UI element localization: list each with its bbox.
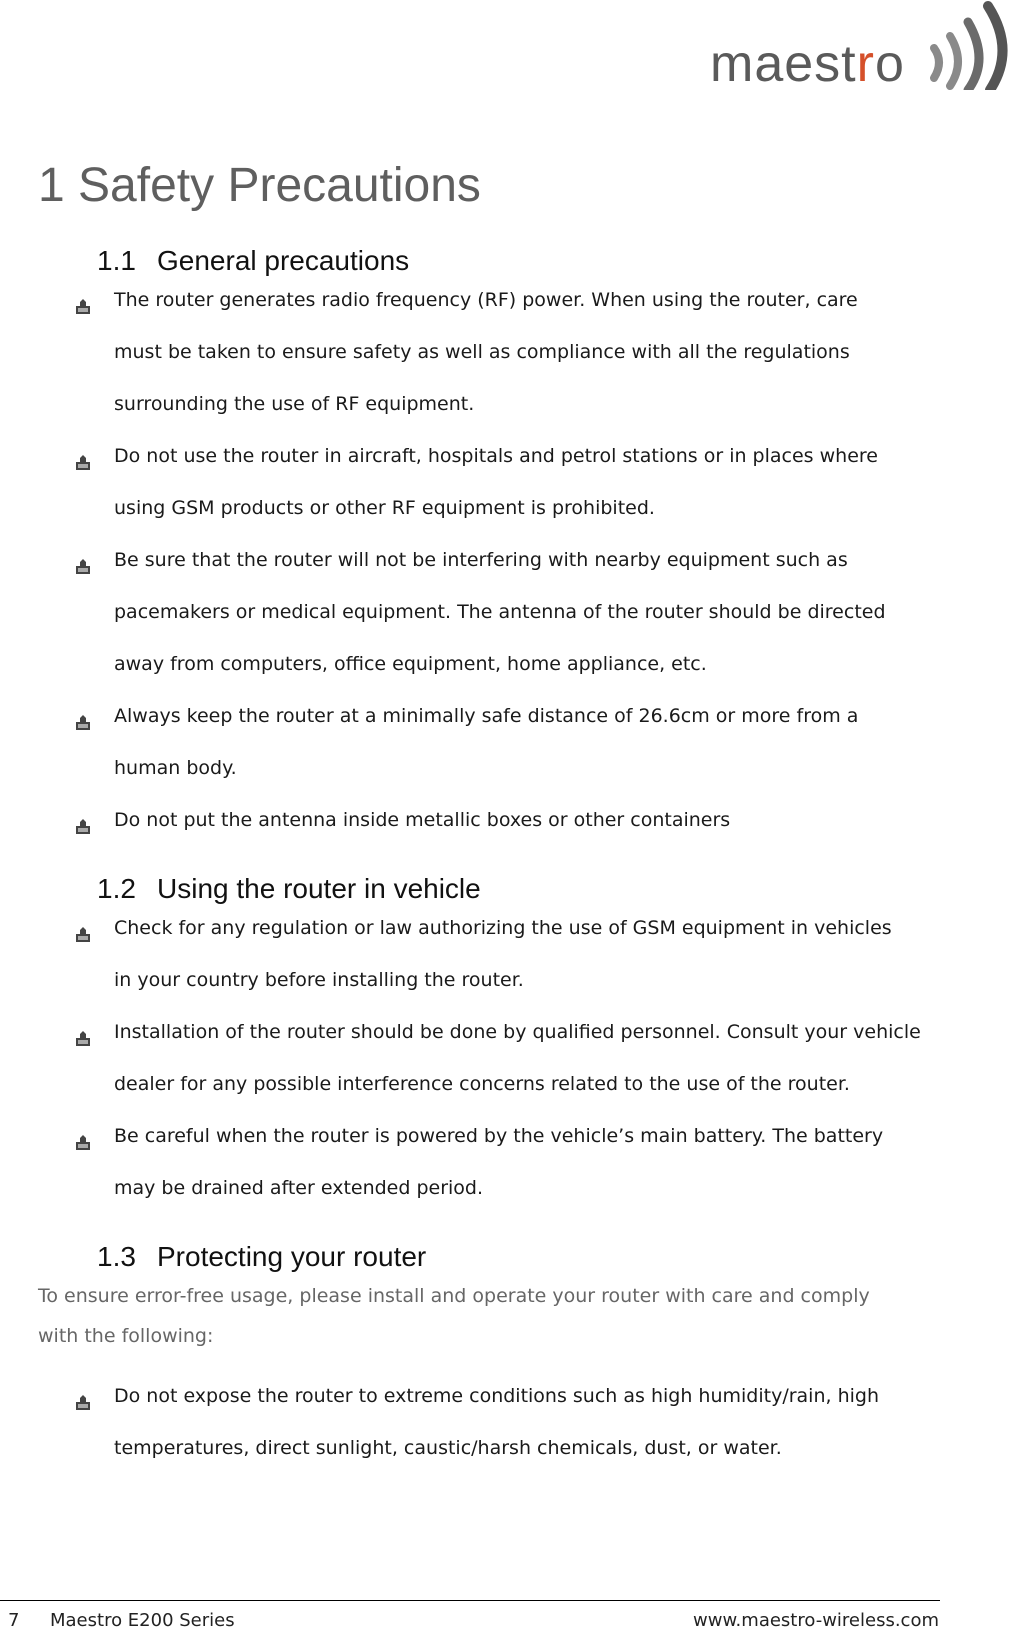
list-item: [0, 1021, 1013, 1095]
signal-waves-icon: [928, 0, 1013, 90]
logo-text-accent: r: [856, 35, 875, 93]
bullet-icon: [74, 1029, 92, 1047]
bullet-icon: [74, 925, 92, 943]
footer-left: [8, 1610, 235, 1631]
list-item: [0, 809, 1013, 869]
bullet-line: may be drained after extended period.: [114, 1177, 484, 1199]
bullet-line: Be sure that the router will not be interfering with nearby equipment such as: [114, 549, 848, 571]
bullet-icon: [74, 557, 92, 575]
intro-paragraph-line: To ensure error-free usage, please install and operate your router with care and comply: [38, 1285, 870, 1307]
list-item: [0, 705, 1013, 779]
bullet-line: in your country before installing the router.: [114, 969, 524, 991]
section-title: General precautions: [157, 245, 410, 276]
list-item: [0, 445, 1013, 519]
logo-wordmark: [710, 34, 905, 94]
section-title: Using the router in vehicle: [157, 873, 481, 904]
bullet-line: must be taken to ensure safety as well as compliance with all the regulations: [114, 341, 850, 363]
section-number: 1.2: [97, 873, 136, 904]
list-item: [0, 549, 1013, 675]
section-title: Protecting your router: [157, 1241, 427, 1272]
bullet-line: dealer for any possible interference concerns related to the use of the router.: [114, 1073, 850, 1095]
section-number: 1.1: [97, 245, 136, 276]
bullet-line: Be careful when the router is powered by the vehicle’s main battery. The battery: [114, 1125, 884, 1147]
section-number: 1.3: [97, 1241, 136, 1272]
maestro-logo: [710, 0, 1013, 95]
product-name: Maestro E200 Series: [50, 1610, 235, 1631]
logo-text-end: o: [874, 35, 905, 93]
list-item: [0, 1125, 1013, 1199]
bullet-icon: [74, 297, 92, 315]
bullet-line: Check for any regulation or law authorizing the use of GSM equipment in vehicles: [114, 917, 892, 939]
bullet-line: Do not put the antenna inside metallic boxes or other containers: [114, 809, 731, 831]
bullet-line: away from computers, office equipment, home appliance, etc.: [114, 653, 707, 675]
bullet-line: using GSM products or other RF equipment is prohibited.: [114, 497, 655, 519]
bullet-line: surrounding the use of RF equipment.: [114, 393, 475, 415]
bullet-icon: [74, 817, 92, 835]
footer-divider: [0, 1600, 940, 1601]
section-heading-protecting: [97, 1241, 426, 1273]
bullet-line: Always keep the router at a minimally safe distance of 26.6cm or more from a: [114, 705, 859, 727]
list-item: [0, 917, 1013, 991]
bullet-line: The router generates radio frequency (RF) power. When using the router, care: [114, 289, 858, 311]
logo-text-main: maest: [710, 35, 857, 93]
footer-website: www.maestro-wireless.com: [693, 1610, 939, 1631]
page-number: 7: [8, 1610, 20, 1631]
bullet-line: Do not expose the router to extreme conditions such as high humidity/rain, high: [114, 1385, 880, 1407]
bullet-icon: [74, 713, 92, 731]
bullet-icon: [74, 453, 92, 471]
page-title: 1 Safety Precautions: [38, 159, 481, 212]
intro-paragraph-line: with the following:: [38, 1325, 214, 1347]
list-item: [0, 1385, 1013, 1459]
bullet-line: human body.: [114, 757, 237, 779]
bullet-icon: [74, 1393, 92, 1411]
bullet-icon: [74, 1133, 92, 1151]
bullet-line: Installation of the router should be done by qualified personnel. Consult your vehicle: [114, 1021, 921, 1043]
bullet-line: temperatures, direct sunlight, caustic/harsh chemicals, dust, or water.: [114, 1437, 782, 1459]
section-heading-vehicle: [97, 873, 481, 905]
bullet-line: pacemakers or medical equipment. The antenna of the router should be directed: [114, 601, 886, 623]
bullet-line: Do not use the router in aircraft, hospitals and petrol stations or in places where: [114, 445, 878, 467]
list-item: [0, 289, 1013, 415]
section-heading-general: [97, 245, 409, 277]
